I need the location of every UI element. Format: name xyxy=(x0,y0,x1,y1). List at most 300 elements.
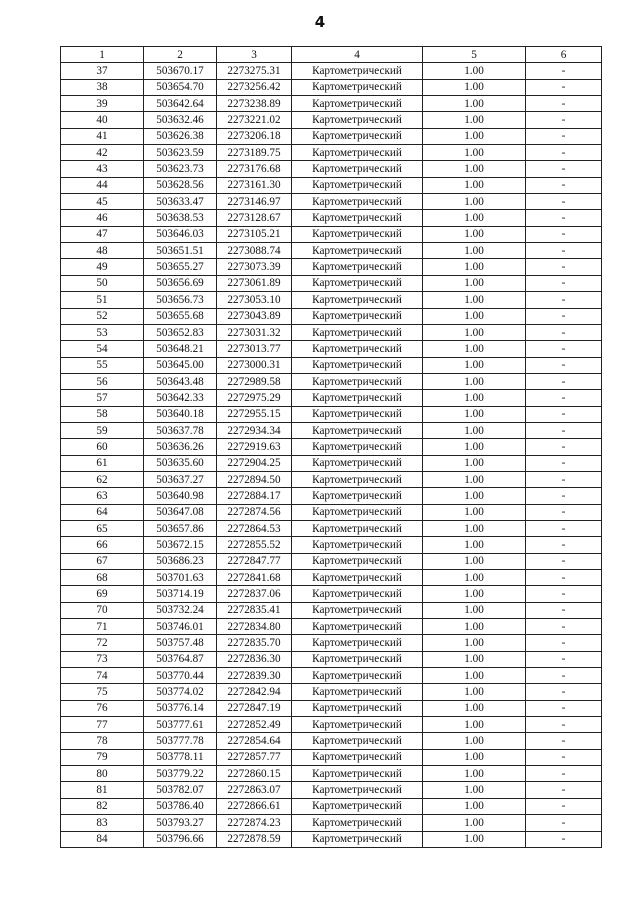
accuracy-cell: 1.00 xyxy=(423,717,526,733)
y-coordinate-cell: 2273275.31 xyxy=(217,63,292,79)
note-cell: - xyxy=(526,357,602,373)
table-row xyxy=(61,651,602,667)
table-row xyxy=(61,733,602,749)
note-cell: - xyxy=(526,226,602,242)
accuracy-cell: 1.00 xyxy=(423,766,526,782)
accuracy-cell: 1.00 xyxy=(423,520,526,536)
method-cell: Картометрический xyxy=(292,471,423,487)
accuracy-cell: 1.00 xyxy=(423,79,526,95)
x-coordinate-cell: 503786.40 xyxy=(144,798,217,814)
table-row xyxy=(61,210,602,226)
method-cell: Картометрический xyxy=(292,422,423,438)
x-coordinate-cell: 503796.66 xyxy=(144,831,217,847)
table-row xyxy=(61,668,602,684)
y-coordinate-cell: 2272878.59 xyxy=(217,831,292,847)
accuracy-cell: 1.00 xyxy=(423,619,526,635)
note-cell: - xyxy=(526,782,602,798)
y-coordinate-cell: 2272857.77 xyxy=(217,749,292,765)
table-row xyxy=(61,259,602,275)
accuracy-cell: 1.00 xyxy=(423,733,526,749)
point-number-cell: 68 xyxy=(61,570,144,586)
header-row xyxy=(61,47,602,63)
y-coordinate-cell: 2272835.41 xyxy=(217,602,292,618)
y-coordinate-cell: 2273256.42 xyxy=(217,79,292,95)
accuracy-cell: 1.00 xyxy=(423,422,526,438)
column-header: 6 xyxy=(526,47,602,63)
y-coordinate-cell: 2273221.02 xyxy=(217,112,292,128)
x-coordinate-cell: 503657.86 xyxy=(144,520,217,536)
x-coordinate-cell: 503793.27 xyxy=(144,815,217,831)
note-cell: - xyxy=(526,439,602,455)
point-number-cell: 63 xyxy=(61,488,144,504)
accuracy-cell: 1.00 xyxy=(423,308,526,324)
note-cell: - xyxy=(526,243,602,259)
x-coordinate-cell: 503764.87 xyxy=(144,651,217,667)
accuracy-cell: 1.00 xyxy=(423,259,526,275)
x-coordinate-cell: 503628.56 xyxy=(144,177,217,193)
point-number-cell: 43 xyxy=(61,161,144,177)
table-row xyxy=(61,177,602,193)
table-row xyxy=(61,684,602,700)
point-number-cell: 81 xyxy=(61,782,144,798)
x-coordinate-cell: 503637.78 xyxy=(144,422,217,438)
accuracy-cell: 1.00 xyxy=(423,177,526,193)
method-cell: Картометрический xyxy=(292,798,423,814)
point-number-cell: 38 xyxy=(61,79,144,95)
x-coordinate-cell: 503636.26 xyxy=(144,439,217,455)
note-cell: - xyxy=(526,390,602,406)
note-cell: - xyxy=(526,831,602,847)
table-row xyxy=(61,455,602,471)
y-coordinate-cell: 2273161.30 xyxy=(217,177,292,193)
y-coordinate-cell: 2272866.61 xyxy=(217,798,292,814)
y-coordinate-cell: 2272847.19 xyxy=(217,700,292,716)
point-number-cell: 46 xyxy=(61,210,144,226)
method-cell: Картометрический xyxy=(292,210,423,226)
y-coordinate-cell: 2272852.49 xyxy=(217,717,292,733)
point-number-cell: 47 xyxy=(61,226,144,242)
point-number-cell: 58 xyxy=(61,406,144,422)
note-cell: - xyxy=(526,259,602,275)
method-cell: Картометрический xyxy=(292,700,423,716)
table-row xyxy=(61,635,602,651)
table-row xyxy=(61,96,602,112)
column-header: 3 xyxy=(217,47,292,63)
table-row xyxy=(61,406,602,422)
table-row xyxy=(61,243,602,259)
y-coordinate-cell: 2272874.56 xyxy=(217,504,292,520)
note-cell: - xyxy=(526,798,602,814)
table-row xyxy=(61,324,602,340)
method-cell: Картометрический xyxy=(292,243,423,259)
x-coordinate-cell: 503770.44 xyxy=(144,668,217,684)
point-number-cell: 80 xyxy=(61,766,144,782)
point-number-cell: 83 xyxy=(61,815,144,831)
x-coordinate-cell: 503654.70 xyxy=(144,79,217,95)
column-header: 1 xyxy=(61,47,144,63)
x-coordinate-cell: 503757.48 xyxy=(144,635,217,651)
x-coordinate-cell: 503655.27 xyxy=(144,259,217,275)
note-cell: - xyxy=(526,128,602,144)
y-coordinate-cell: 2272955.15 xyxy=(217,406,292,422)
note-cell: - xyxy=(526,815,602,831)
table-row xyxy=(61,766,602,782)
note-cell: - xyxy=(526,112,602,128)
method-cell: Картометрический xyxy=(292,619,423,635)
method-cell: Картометрический xyxy=(292,488,423,504)
y-coordinate-cell: 2272847.77 xyxy=(217,553,292,569)
note-cell: - xyxy=(526,471,602,487)
x-coordinate-cell: 503746.01 xyxy=(144,619,217,635)
accuracy-cell: 1.00 xyxy=(423,145,526,161)
note-cell: - xyxy=(526,602,602,618)
table-row xyxy=(61,831,602,847)
accuracy-cell: 1.00 xyxy=(423,324,526,340)
x-coordinate-cell: 503637.27 xyxy=(144,471,217,487)
page-number: 4 xyxy=(314,13,326,31)
method-cell: Картометрический xyxy=(292,308,423,324)
x-coordinate-cell: 503645.00 xyxy=(144,357,217,373)
point-number-cell: 67 xyxy=(61,553,144,569)
x-coordinate-cell: 503655.68 xyxy=(144,308,217,324)
x-coordinate-cell: 503652.83 xyxy=(144,324,217,340)
table-row xyxy=(61,553,602,569)
point-number-cell: 48 xyxy=(61,243,144,259)
point-number-cell: 62 xyxy=(61,471,144,487)
note-cell: - xyxy=(526,651,602,667)
point-number-cell: 50 xyxy=(61,275,144,291)
x-coordinate-cell: 503640.18 xyxy=(144,406,217,422)
column-header: 2 xyxy=(144,47,217,63)
point-number-cell: 56 xyxy=(61,373,144,389)
table-row xyxy=(61,488,602,504)
accuracy-cell: 1.00 xyxy=(423,390,526,406)
accuracy-cell: 1.00 xyxy=(423,798,526,814)
note-cell: - xyxy=(526,619,602,635)
method-cell: Картометрический xyxy=(292,749,423,765)
table-row xyxy=(61,226,602,242)
x-coordinate-cell: 503656.73 xyxy=(144,292,217,308)
x-coordinate-cell: 503640.98 xyxy=(144,488,217,504)
y-coordinate-cell: 2272894.50 xyxy=(217,471,292,487)
method-cell: Картометрический xyxy=(292,275,423,291)
method-cell: Картометрический xyxy=(292,684,423,700)
accuracy-cell: 1.00 xyxy=(423,684,526,700)
table-row xyxy=(61,471,602,487)
table-row xyxy=(61,357,602,373)
accuracy-cell: 1.00 xyxy=(423,275,526,291)
method-cell: Картометрический xyxy=(292,586,423,602)
y-coordinate-cell: 2273053.10 xyxy=(217,292,292,308)
point-number-cell: 73 xyxy=(61,651,144,667)
x-coordinate-cell: 503632.46 xyxy=(144,112,217,128)
note-cell: - xyxy=(526,406,602,422)
note-cell: - xyxy=(526,161,602,177)
method-cell: Картометрический xyxy=(292,79,423,95)
point-number-cell: 60 xyxy=(61,439,144,455)
note-cell: - xyxy=(526,684,602,700)
point-number-cell: 76 xyxy=(61,700,144,716)
point-number-cell: 59 xyxy=(61,422,144,438)
y-coordinate-cell: 2273031.32 xyxy=(217,324,292,340)
method-cell: Картометрический xyxy=(292,537,423,553)
point-number-cell: 54 xyxy=(61,341,144,357)
point-number-cell: 72 xyxy=(61,635,144,651)
method-cell: Картометрический xyxy=(292,717,423,733)
y-coordinate-cell: 2273105.21 xyxy=(217,226,292,242)
note-cell: - xyxy=(526,635,602,651)
accuracy-cell: 1.00 xyxy=(423,815,526,831)
method-cell: Картометрический xyxy=(292,504,423,520)
y-coordinate-cell: 2273013.77 xyxy=(217,341,292,357)
accuracy-cell: 1.00 xyxy=(423,602,526,618)
accuracy-cell: 1.00 xyxy=(423,161,526,177)
note-cell: - xyxy=(526,488,602,504)
table-row xyxy=(61,798,602,814)
table-row xyxy=(61,782,602,798)
method-cell: Картометрический xyxy=(292,602,423,618)
accuracy-cell: 1.00 xyxy=(423,439,526,455)
y-coordinate-cell: 2272919.63 xyxy=(217,439,292,455)
method-cell: Картометрический xyxy=(292,373,423,389)
table-row xyxy=(61,537,602,553)
column-header: 5 xyxy=(423,47,526,63)
accuracy-cell: 1.00 xyxy=(423,831,526,847)
y-coordinate-cell: 2273088.74 xyxy=(217,243,292,259)
point-number-cell: 84 xyxy=(61,831,144,847)
accuracy-cell: 1.00 xyxy=(423,226,526,242)
accuracy-cell: 1.00 xyxy=(423,553,526,569)
accuracy-cell: 1.00 xyxy=(423,782,526,798)
x-coordinate-cell: 503776.14 xyxy=(144,700,217,716)
y-coordinate-cell: 2273061.89 xyxy=(217,275,292,291)
note-cell: - xyxy=(526,553,602,569)
table-row xyxy=(61,145,602,161)
y-coordinate-cell: 2272864.53 xyxy=(217,520,292,536)
table-body xyxy=(61,63,602,848)
note-cell: - xyxy=(526,79,602,95)
point-number-cell: 75 xyxy=(61,684,144,700)
point-number-cell: 52 xyxy=(61,308,144,324)
note-cell: - xyxy=(526,292,602,308)
table-row xyxy=(61,292,602,308)
table-row xyxy=(61,275,602,291)
method-cell: Картометрический xyxy=(292,259,423,275)
table-row xyxy=(61,520,602,536)
accuracy-cell: 1.00 xyxy=(423,668,526,684)
table-header xyxy=(61,47,602,63)
accuracy-cell: 1.00 xyxy=(423,210,526,226)
accuracy-cell: 1.00 xyxy=(423,700,526,716)
note-cell: - xyxy=(526,145,602,161)
method-cell: Картометрический xyxy=(292,766,423,782)
method-cell: Картометрический xyxy=(292,635,423,651)
x-coordinate-cell: 503626.38 xyxy=(144,128,217,144)
method-cell: Картометрический xyxy=(292,292,423,308)
method-cell: Картометрический xyxy=(292,112,423,128)
note-cell: - xyxy=(526,96,602,112)
x-coordinate-cell: 503623.73 xyxy=(144,161,217,177)
point-number-cell: 78 xyxy=(61,733,144,749)
table-row xyxy=(61,619,602,635)
method-cell: Картометрический xyxy=(292,341,423,357)
point-number-cell: 45 xyxy=(61,194,144,210)
accuracy-cell: 1.00 xyxy=(423,112,526,128)
point-number-cell: 57 xyxy=(61,390,144,406)
point-number-cell: 53 xyxy=(61,324,144,340)
x-coordinate-cell: 503714.19 xyxy=(144,586,217,602)
note-cell: - xyxy=(526,668,602,684)
note-cell: - xyxy=(526,520,602,536)
point-number-cell: 70 xyxy=(61,602,144,618)
note-cell: - xyxy=(526,455,602,471)
y-coordinate-cell: 2272934.34 xyxy=(217,422,292,438)
table-row xyxy=(61,717,602,733)
note-cell: - xyxy=(526,341,602,357)
table-row xyxy=(61,422,602,438)
method-cell: Картометрический xyxy=(292,782,423,798)
y-coordinate-cell: 2273043.89 xyxy=(217,308,292,324)
point-number-cell: 41 xyxy=(61,128,144,144)
accuracy-cell: 1.00 xyxy=(423,488,526,504)
x-coordinate-cell: 503648.21 xyxy=(144,341,217,357)
point-number-cell: 65 xyxy=(61,520,144,536)
table-row xyxy=(61,815,602,831)
x-coordinate-cell: 503646.03 xyxy=(144,226,217,242)
y-coordinate-cell: 2272842.94 xyxy=(217,684,292,700)
method-cell: Картометрический xyxy=(292,357,423,373)
y-coordinate-cell: 2272855.52 xyxy=(217,537,292,553)
accuracy-cell: 1.00 xyxy=(423,128,526,144)
point-number-cell: 49 xyxy=(61,259,144,275)
method-cell: Картометрический xyxy=(292,226,423,242)
point-number-cell: 74 xyxy=(61,668,144,684)
y-coordinate-cell: 2273238.89 xyxy=(217,96,292,112)
x-coordinate-cell: 503623.59 xyxy=(144,145,217,161)
point-number-cell: 37 xyxy=(61,63,144,79)
accuracy-cell: 1.00 xyxy=(423,471,526,487)
note-cell: - xyxy=(526,537,602,553)
y-coordinate-cell: 2273206.18 xyxy=(217,128,292,144)
point-number-cell: 40 xyxy=(61,112,144,128)
note-cell: - xyxy=(526,749,602,765)
x-coordinate-cell: 503670.17 xyxy=(144,63,217,79)
point-number-cell: 61 xyxy=(61,455,144,471)
table-row xyxy=(61,373,602,389)
note-cell: - xyxy=(526,177,602,193)
y-coordinate-cell: 2272904.25 xyxy=(217,455,292,471)
method-cell: Картометрический xyxy=(292,194,423,210)
x-coordinate-cell: 503779.22 xyxy=(144,766,217,782)
y-coordinate-cell: 2272860.15 xyxy=(217,766,292,782)
point-number-cell: 42 xyxy=(61,145,144,161)
table-row xyxy=(61,79,602,95)
method-cell: Картометрический xyxy=(292,406,423,422)
point-number-cell: 55 xyxy=(61,357,144,373)
method-cell: Картометрический xyxy=(292,520,423,536)
y-coordinate-cell: 2272975.29 xyxy=(217,390,292,406)
note-cell: - xyxy=(526,210,602,226)
point-number-cell: 66 xyxy=(61,537,144,553)
table-row xyxy=(61,700,602,716)
x-coordinate-cell: 503777.78 xyxy=(144,733,217,749)
accuracy-cell: 1.00 xyxy=(423,341,526,357)
table-row xyxy=(61,308,602,324)
table-row xyxy=(61,602,602,618)
note-cell: - xyxy=(526,422,602,438)
x-coordinate-cell: 503643.48 xyxy=(144,373,217,389)
note-cell: - xyxy=(526,324,602,340)
y-coordinate-cell: 2272874.23 xyxy=(217,815,292,831)
note-cell: - xyxy=(526,586,602,602)
x-coordinate-cell: 503635.60 xyxy=(144,455,217,471)
x-coordinate-cell: 503701.63 xyxy=(144,570,217,586)
table-row xyxy=(61,749,602,765)
point-number-cell: 64 xyxy=(61,504,144,520)
method-cell: Картометрический xyxy=(292,815,423,831)
table-row xyxy=(61,112,602,128)
note-cell: - xyxy=(526,63,602,79)
method-cell: Картометрический xyxy=(292,390,423,406)
method-cell: Картометрический xyxy=(292,570,423,586)
method-cell: Картометрический xyxy=(292,733,423,749)
accuracy-cell: 1.00 xyxy=(423,537,526,553)
y-coordinate-cell: 2273189.75 xyxy=(217,145,292,161)
table-row xyxy=(61,341,602,357)
y-coordinate-cell: 2273146.97 xyxy=(217,194,292,210)
coordinates-table xyxy=(60,46,602,848)
point-number-cell: 51 xyxy=(61,292,144,308)
method-cell: Картометрический xyxy=(292,651,423,667)
y-coordinate-cell: 2273073.39 xyxy=(217,259,292,275)
method-cell: Картометрический xyxy=(292,161,423,177)
accuracy-cell: 1.00 xyxy=(423,292,526,308)
accuracy-cell: 1.00 xyxy=(423,194,526,210)
table-row xyxy=(61,439,602,455)
y-coordinate-cell: 2272839.30 xyxy=(217,668,292,684)
x-coordinate-cell: 503778.11 xyxy=(144,749,217,765)
method-cell: Картометрический xyxy=(292,668,423,684)
table-row xyxy=(61,586,602,602)
x-coordinate-cell: 503672.15 xyxy=(144,537,217,553)
x-coordinate-cell: 503782.07 xyxy=(144,782,217,798)
accuracy-cell: 1.00 xyxy=(423,570,526,586)
x-coordinate-cell: 503732.24 xyxy=(144,602,217,618)
x-coordinate-cell: 503633.47 xyxy=(144,194,217,210)
method-cell: Картометрический xyxy=(292,63,423,79)
accuracy-cell: 1.00 xyxy=(423,749,526,765)
accuracy-cell: 1.00 xyxy=(423,63,526,79)
y-coordinate-cell: 2272854.64 xyxy=(217,733,292,749)
accuracy-cell: 1.00 xyxy=(423,504,526,520)
method-cell: Картометрический xyxy=(292,439,423,455)
table-row xyxy=(61,390,602,406)
point-number-cell: 69 xyxy=(61,586,144,602)
point-number-cell: 77 xyxy=(61,717,144,733)
method-cell: Картометрический xyxy=(292,128,423,144)
y-coordinate-cell: 2272841.68 xyxy=(217,570,292,586)
x-coordinate-cell: 503777.61 xyxy=(144,717,217,733)
y-coordinate-cell: 2273000.31 xyxy=(217,357,292,373)
table-row xyxy=(61,128,602,144)
method-cell: Картометрический xyxy=(292,96,423,112)
point-number-cell: 39 xyxy=(61,96,144,112)
accuracy-cell: 1.00 xyxy=(423,357,526,373)
y-coordinate-cell: 2272837.06 xyxy=(217,586,292,602)
note-cell: - xyxy=(526,275,602,291)
accuracy-cell: 1.00 xyxy=(423,96,526,112)
table-row xyxy=(61,63,602,79)
